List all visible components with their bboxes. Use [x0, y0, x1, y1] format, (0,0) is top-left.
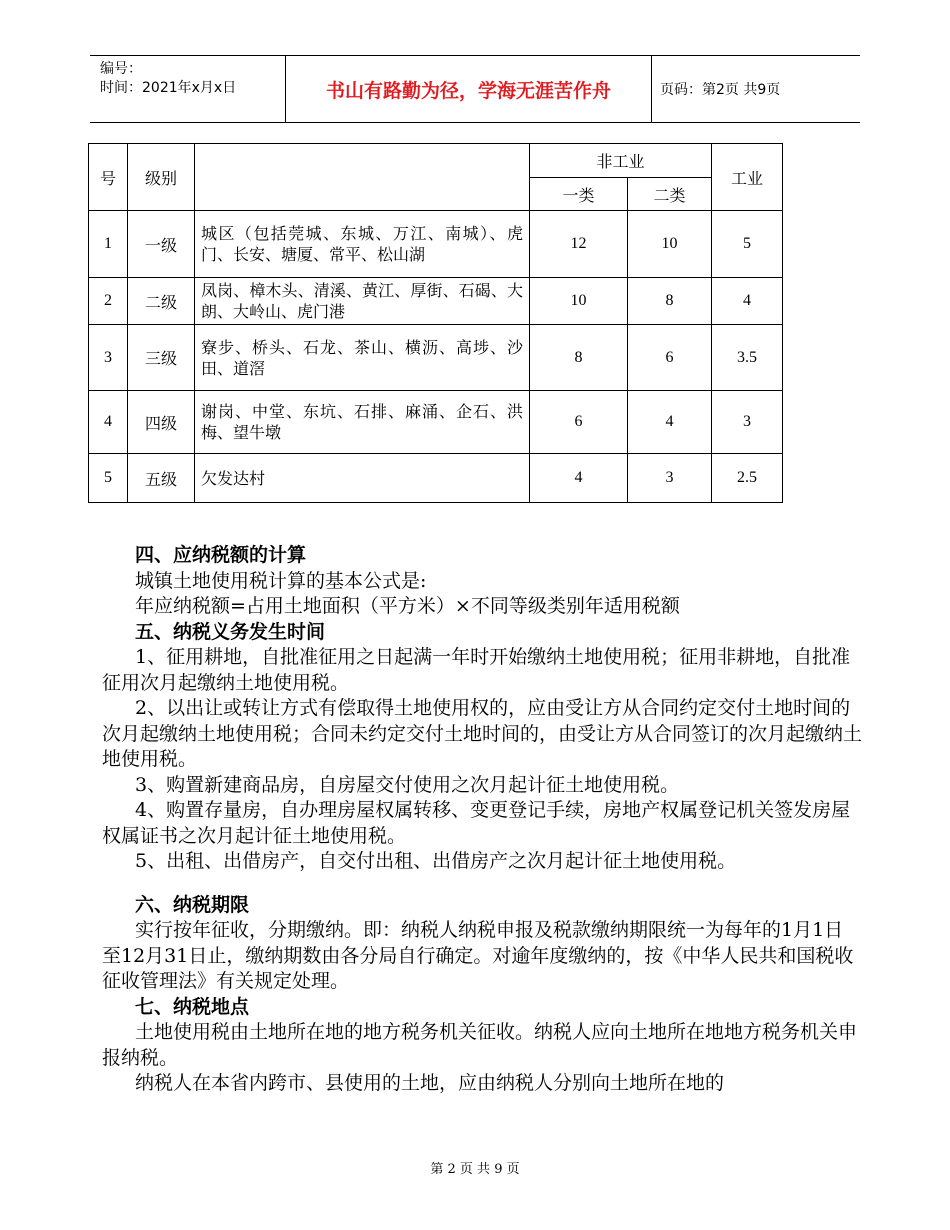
table-row	[89, 211, 783, 278]
table-row	[89, 325, 783, 391]
col-level-header: 级别	[128, 144, 195, 211]
row-class2: 4	[628, 391, 712, 454]
section-5-heading: 五、纳税义务发生时间	[135, 620, 326, 643]
page-footer: 第 2 页 共 9 页	[430, 1162, 520, 1177]
row-no: 1	[89, 211, 128, 278]
section-4-heading: 四、应纳税额的计算	[135, 544, 307, 566]
table-header-row	[89, 144, 783, 178]
row-class2: 6	[628, 325, 712, 391]
section-7-text-1: 土地使用税由土地所在地的地方税务机关征收。纳税人应向土地所在地地方税务机关申报纳税。	[102, 1021, 858, 1069]
col-no-header: 号	[89, 144, 128, 211]
row-class1: 6	[530, 391, 628, 454]
col-industrial-header: 工业	[712, 144, 783, 211]
section-5-item-3: 3、购置新建商品房，自房屋交付使用之次月起计征土地使用税。	[135, 773, 680, 796]
tax-rate-table	[88, 143, 783, 503]
row-industrial: 2.5	[712, 454, 783, 503]
row-area: 凤岗、樟木头、清溪、黄江、厚街、石碣、大朗、大岭山、虎门港	[195, 278, 530, 325]
row-class2: 8	[628, 278, 712, 325]
document-body	[102, 543, 875, 1097]
row-industrial: 3	[712, 391, 783, 454]
number-label: 编号：	[100, 61, 142, 77]
time-label: 时间：2021年x月x日	[100, 80, 237, 96]
row-area: 寮步、桥头、石龙、茶山、横沥、高埗、沙田、道滘	[195, 325, 530, 391]
page-header	[90, 55, 860, 123]
row-class1: 12	[530, 211, 628, 278]
row-industrial: 3.5	[712, 325, 783, 391]
header-meta	[100, 60, 236, 98]
col-nonindustrial-header: 非工业	[530, 144, 712, 178]
motto: 书山有路勤为径，学海无涯苦作舟	[285, 56, 652, 122]
row-no: 4	[89, 391, 128, 454]
table-row	[89, 391, 783, 454]
row-level: 五级	[128, 454, 195, 503]
section-7-text-2: 纳税人在本省内跨市、县使用的土地，应由纳税人分别向土地所在地的	[135, 1072, 725, 1094]
section-7-heading: 七、纳税地点	[135, 995, 250, 1018]
row-level: 四级	[128, 391, 195, 454]
table-row	[89, 454, 783, 503]
row-class1: 8	[530, 325, 628, 391]
row-industrial: 5	[712, 211, 783, 278]
row-level: 三级	[128, 325, 195, 391]
row-area: 欠发达村	[195, 454, 530, 503]
section-5-item-2: 2、以出让或转让方式有偿取得土地使用权的，应由受让方从合同约定交付土地时间的次月起缴纳土地使用税；合同未约定交付土地时间的，由受让方从合同签订的次月起缴纳土地使用税。	[102, 697, 863, 770]
col-area-header	[195, 144, 530, 211]
col-class2-header: 二类	[628, 178, 712, 211]
row-level: 二级	[128, 278, 195, 325]
section-5-item-4: 4、购置存量房，自办理房屋权属转移、变更登记手续，房地产权属登记机关签发房屋权属证书之次月起计征土地使用税。	[102, 799, 851, 847]
row-no: 3	[89, 325, 128, 391]
row-industrial: 4	[712, 278, 783, 325]
row-area: 城区（包括莞城、东城、万江、南城）、虎门、长安、塘厦、常平、松山湖	[195, 211, 530, 278]
row-level: 一级	[128, 211, 195, 278]
spacer	[135, 875, 875, 893]
formula-text: 年应纳税额=占用土地面积（平方米）×不同等级类别年适用税额	[135, 595, 680, 617]
row-class1: 10	[530, 278, 628, 325]
col-class1-header: 一类	[530, 178, 628, 211]
section-6-heading: 六、纳税期限	[135, 893, 250, 916]
row-area: 谢岗、中堂、东坑、石排、麻涌、企石、洪梅、望牛墩	[195, 391, 530, 454]
row-class2: 3	[628, 454, 712, 503]
row-class1: 4	[530, 454, 628, 503]
row-no: 5	[89, 454, 128, 503]
section-6-text: 实行按年征收，分期缴纳。即：纳税人纳税申报及税款缴纳期限统一为每年的1月1日至12月31日止，缴纳期数由各分局自行确定。对逾年度缴纳的，按《中华人民共和国税收征收管理法》有关规定处理。	[102, 919, 854, 992]
row-no: 2	[89, 278, 128, 325]
section-5-item-5: 5、出租、出借房产，自交付出租、出借房产之次月起计征土地使用税。	[135, 850, 737, 872]
section-4-text: 城镇土地使用税计算的基本公式是:	[135, 569, 427, 592]
page-label: 页码：第2页 共9页	[660, 82, 781, 98]
row-class2: 10	[628, 211, 712, 278]
section-5-item-1: 1、征用耕地，自批准征用之日起满一年时开始缴纳土地使用税；征用非耕地，自批准征用次月起缴纳土地使用税。	[102, 646, 851, 694]
table-row	[89, 278, 783, 325]
